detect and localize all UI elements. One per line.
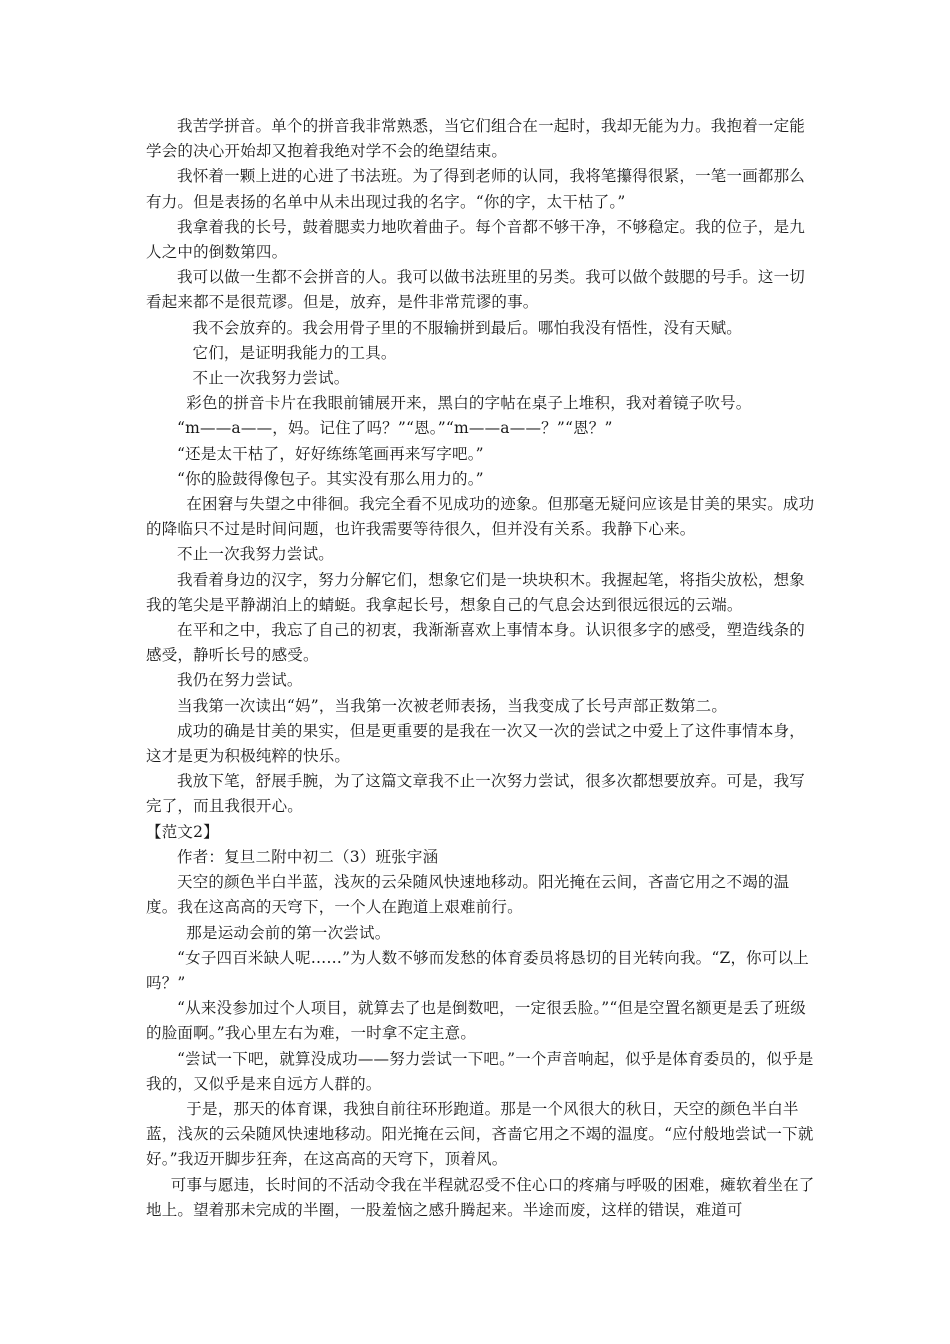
paragraph: “还是太干枯了，好好练练笔画再来写字吧。” bbox=[177, 444, 484, 463]
paragraph: “m——a——，妈。记住了吗？”“恩。”“m——a——？”“恩？” bbox=[177, 419, 613, 438]
paragraph: 不止一次我努力尝试。 bbox=[192, 369, 350, 388]
document-body bbox=[146, 114, 818, 1223]
paragraph: 我拿着我的长号，鼓着腮卖力地吹着曲子。每个音都不够干净，不够稳定。我的位子，是九人之中的倒数第四。 bbox=[146, 217, 806, 262]
paragraph: “女子四百米缺人呢……”为人数不够而发愁的体育委员将恳切的目光转向我。“Z，你可以上吗？” bbox=[146, 948, 809, 992]
paragraph: 那是运动会前的第一次尝试。 bbox=[186, 923, 391, 942]
paragraph: 彩色的拼音卡片在我眼前铺展开来，黑白的字帖在桌子上堆积，我对着镜子吹号。 bbox=[186, 394, 752, 413]
paragraph: 于是，那天的体育课，我独自前往环形跑道。那是一个风很大的秋日，天空的颜色半白半蓝，浅灰的云朵随风快速地移动。阳光掩在云间，吝啬它用之不竭的温度。“应付般地尝试一下就好。”我迈开脚步狂奔，在这高高的天穹下，顶着风。 bbox=[146, 1099, 814, 1169]
paragraph: 作者：复旦二附中初二（3）班张宇涵 bbox=[177, 847, 439, 866]
paragraph: 我不会放弃的。我会用骨子里的不服输拼到最后。哪怕我没有悟性，没有天赋。 bbox=[192, 318, 743, 337]
paragraph: 可事与愿违，长时间的不活动令我在半程就忍受不住心口的疼痛与呼吸的困难，瘫软着坐在了地上。望着那未完成的半圈，一股羞恼之感升腾起来。半途而废，这样的错误，难道可 bbox=[146, 1175, 815, 1219]
paragraph: 我怀着一颗上进的心进了书法班。为了得到老师的认同，我将笔攥得很紧，一笔一画都那么有力。但是表扬的名单中从未出现过我的名字。“你的字，太干枯了。” bbox=[146, 167, 806, 211]
paragraph: 不止一次我努力尝试。 bbox=[177, 545, 335, 564]
section-heading: 【范文2】 bbox=[146, 822, 219, 841]
paragraph: 我看着身边的汉字，努力分解它们，想象它们是一块块积木。我握起笔，将指尖放松，想象我的笔尖是平静湖泊上的蜻蜓。我拿起长号，想象自己的气息会达到很远很远的云端。 bbox=[146, 570, 806, 614]
paragraph: 当我第一次读出“妈”，当我第一次被老师表扬，当我变成了长号声部正数第二。 bbox=[177, 696, 728, 715]
paragraph: 它们，是证明我能力的工具。 bbox=[192, 343, 397, 362]
paragraph: 我苦学拼音。单个的拼音我非常熟悉，当它们组合在一起时，我却无能为力。我抱着一定能学会的决心开始却又抱着我绝对学不会的绝望结束。 bbox=[146, 117, 806, 161]
paragraph: 在困窘与失望之中徘徊。我完全看不见成功的迹象。但那毫无疑问应该是甘美的果实。成功的降临只不过是时间问题，也许我需要等待很久，但并没有关系。我静下心来。 bbox=[146, 495, 815, 539]
paragraph: 我可以做一生都不会拼音的人。我可以做书法班里的另类。我可以做个鼓腮的号手。这一切看起来都不是很荒谬。但是，放弃，是件非常荒谬的事。 bbox=[146, 268, 806, 312]
paragraph: 我仍在努力尝试。 bbox=[177, 671, 303, 690]
paragraph: 天空的颜色半白半蓝，浅灰的云朵随风快速地移动。阳光掩在云间，吝啬它用之不竭的温度。我在这高高的天穹下，一个人在跑道上艰难前行。 bbox=[146, 873, 790, 917]
paragraph: “从来没参加过个人项目，就算去了也是倒数吧，一定很丢脸。”“但是空置名额更是丢了班级的脸面啊。”我心里左右为难，一时拿不定主意。 bbox=[146, 999, 806, 1043]
paragraph: 成功的确是甘美的果实，但是更重要的是我在一次又一次的尝试之中爱上了这件事情本身，这才是更为积极纯粹的快乐。 bbox=[146, 721, 806, 766]
paragraph: 我放下笔，舒展手腕，为了这篇文章我不止一次努力尝试，很多次都想要放弃。可是，我写完了，而且我很开心。 bbox=[146, 772, 806, 816]
paragraph: “尝试一下吧，就算没成功——努力尝试一下吧。”一个声音响起，似乎是体育委员的，似乎是我的，又似乎是来自远方人群的。 bbox=[146, 1049, 814, 1093]
paragraph: 在平和之中，我忘了自己的初衷，我渐渐喜欢上事情本身。认识很多字的感受，塑造线条的感受，静听长号的感受。 bbox=[146, 621, 806, 665]
paragraph: “你的脸鼓得像包子。其实没有那么用力的。” bbox=[177, 469, 484, 488]
